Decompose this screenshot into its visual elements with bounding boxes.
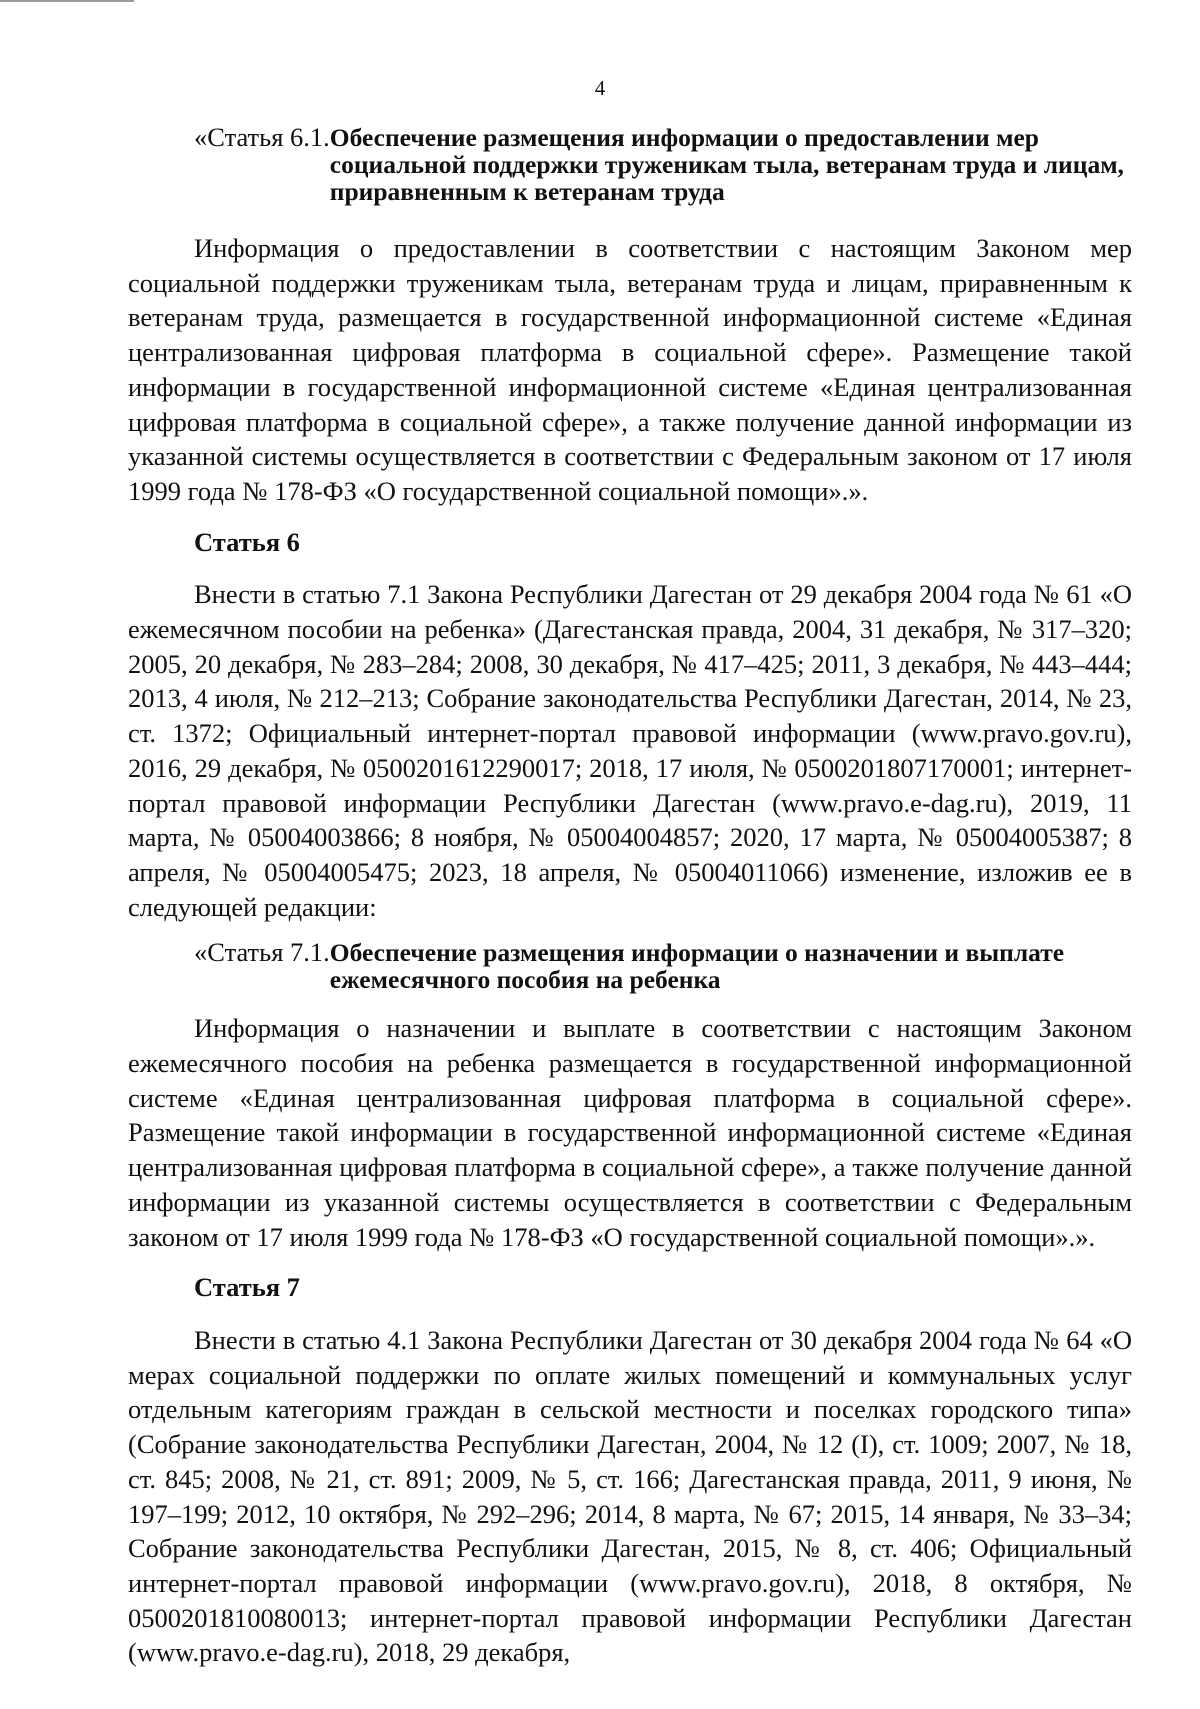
page-number: 4 [594, 76, 606, 100]
article-7-paragraph: Внести в статью 4.1 Закона Республики Дагестан от 30 декабря 2004 года № 64 «О мерах социальной поддержки по оплате жилых помещений и коммунальных услуг отдельным категориям граждан в сельской местности и поселках городского типа» (Собрание законодательства Республики Дагестан, 2004, № 12 (I), ст. 1009; 2007, № 18, ст. 845; 2008, № 21, ст. 891; 2009, № 5, ст. 166; Дагестанская правда, 2011, 9 июня, № 197–199; 2012, 10 октября, № 292–296; 2014, 8 марта, № 67; 2015, 14 января, № 33–34; Собрание законодательства Республики Дагестан, 2015, № 8, ст. 406; Официальный интернет-портал правовой информации (www.pravo.gov.ru), 2018, 8 октября, № 0500201810080013; интернет-портал правовой информации Республики Дагестан (www.pravo.e-dag.ru), 2018, 29 декабря, [128, 1324, 1132, 1668]
article-7-1-lead: «Статья 7.1. [194, 937, 330, 968]
article-7-1-title: Обеспечение размещения информации о назначении и выплате ежемесячного пособия на ребенка [329, 938, 1065, 995]
article-6-1-title: Обеспечение размещения информации о предоставлении мер социальной поддержки труженикам тыла, ветеранам труда и лицам, приравненным к ветеранам труда [329, 123, 1124, 206]
article-7-1-paragraph: Информация о назначении и выплате в соответствии с настоящим Законом ежемесячного пособия на ребенка размещается в государственной информационной системе «Единая централизованная цифровая платформа в социальной сфере». Размещение такой информации в государственной информационной системе «Единая централизованная цифровая платформа в социальной сфере», а также получение данной информации из указанной системы осуществляется в соответствии с Федеральным законом от 17 июля 1999 года № 178-ФЗ «О государственной социальной помощи».». [128, 1013, 1132, 1252]
article-6-1-paragraph: Информация о предоставлении в соответствии с настоящим Законом мер социальной поддержки труженикам тыла, ветеранам труда и лицам, приравненным к ветеранам труда, размещается в государственной информационной системе «Единая централизованная цифровая платформа в социальной сфере». Размещение такой информации в государственной информационной системе «Единая централизованная цифровая платформа в социальной сфере», а также получение данной информации из указанной системы осуществляется в соответствии с Федеральным законом от 17 июля 1999 года № 178-ФЗ «О государственной социальной помощи».». [128, 233, 1132, 506]
article-6-paragraph: Внести в статью 7.1 Закона Республики Дагестан от 29 декабря 2004 года № 61 «О ежемесячном пособии на ребенка» (Дагестанская правда, 2004, 31 декабря, № 317–320; 2005, 20 декабря, № 283–284; 2008, 30 декабря, № 417–425; 2011, 3 декабря, № 443–444; 2013, 4 июля, № 212–213; Собрание законодательства Республики Дагестан, 2014, № 23, ст. 1372; Официальный интернет-портал правовой информации (www.pravo.gov.ru), 2016, 29 декабря, № 0500201612290017; 2018, 17 июля, № 0500201807170001; интернет-портал правовой информации Республики Дагестан (www.pravo.e-dag.ru), 2019, 11 марта, № 05004003866; 8 ноября, № 05004004857; 2020, 17 марта, № 05004005387; 8 апреля, № 05004005475; 2023, 18 апреля, № 05004011066) изменение, изложив ее в следующей редакции: [128, 579, 1132, 922]
document-body [128, 124, 1132, 1670]
article-6-1-lead: «Статья 6.1. [194, 122, 330, 152]
article-7-1-heading [194, 939, 1132, 993]
scan-edge-line [0, 0, 134, 2]
article-6-label: Статья 6 [194, 526, 300, 557]
article-7-label: Статья 7 [194, 1272, 300, 1303]
article-6-1-heading [194, 124, 1132, 205]
